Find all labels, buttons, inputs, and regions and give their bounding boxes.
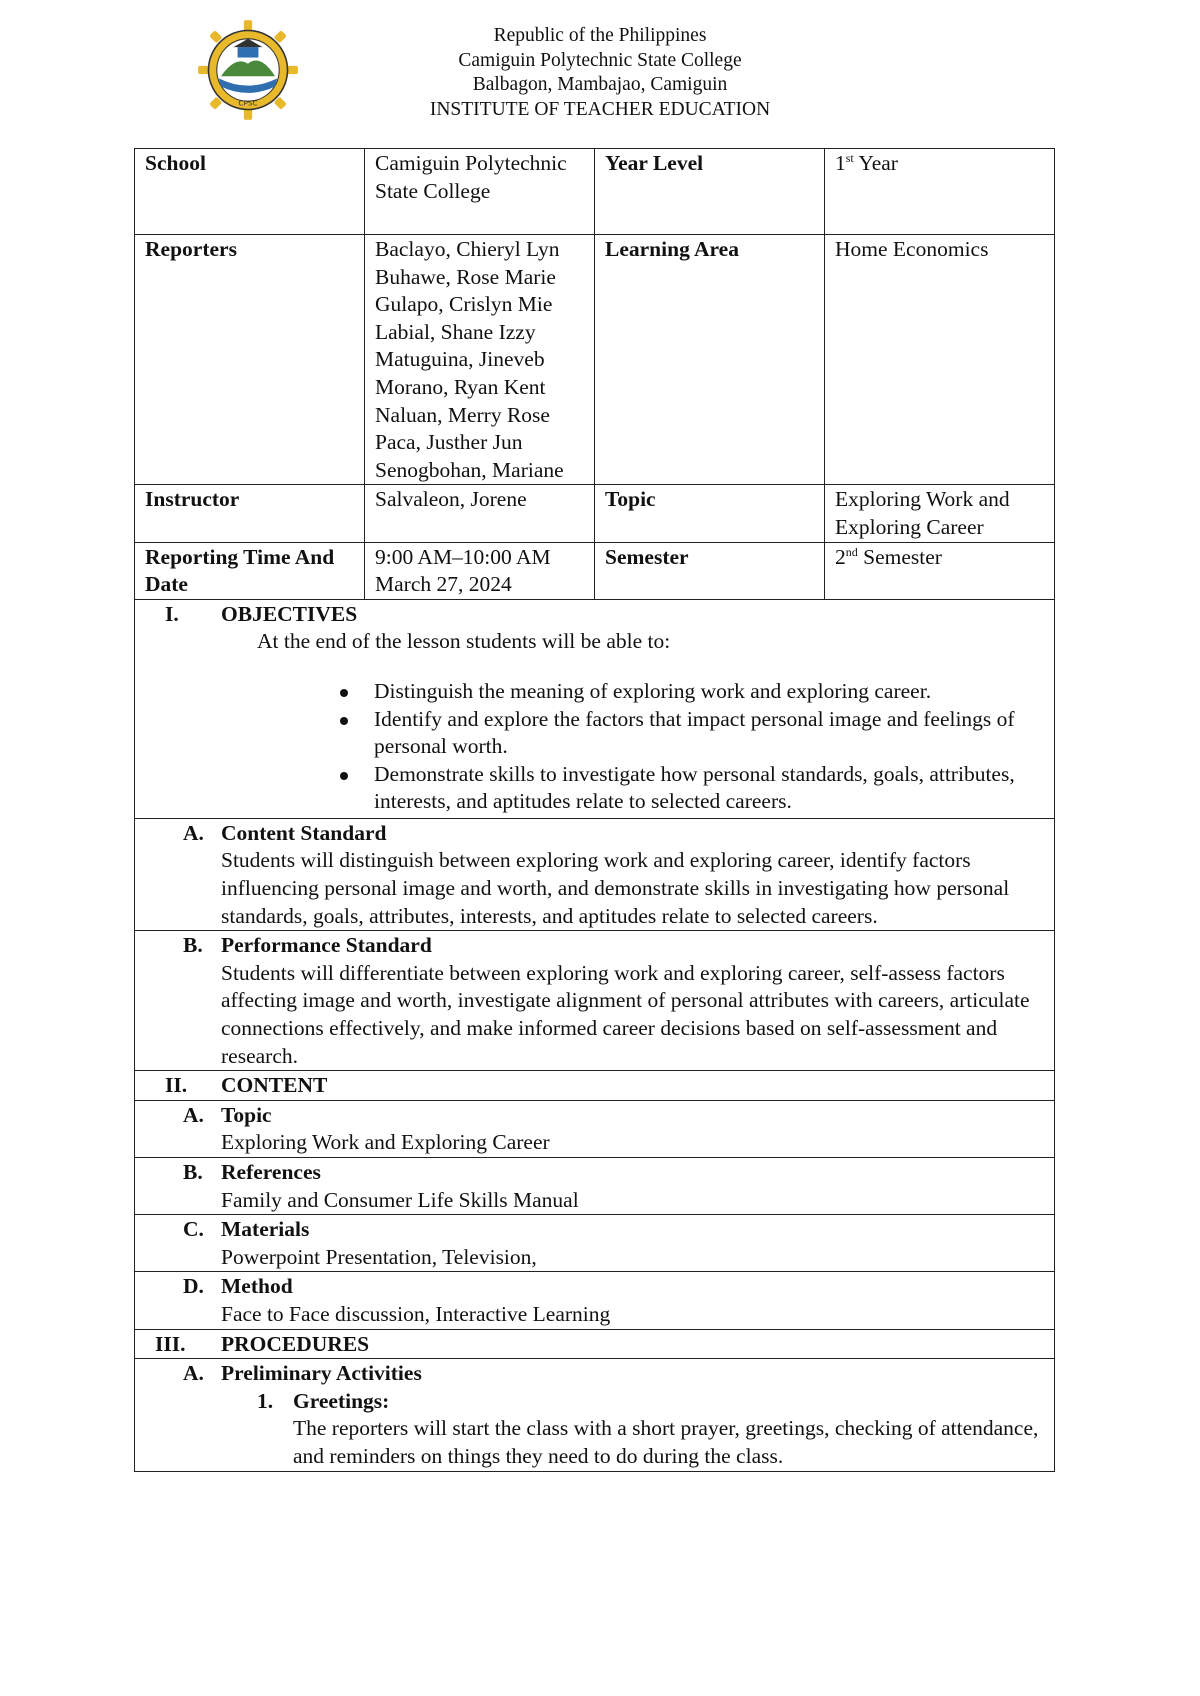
topic-label: Topic [595, 485, 825, 542]
school-label: School [135, 149, 365, 235]
preliminary-section: A. Preliminary Activities 1. Greetings: The reporters will start the class with a short prayer, greetings, checking of attendance, and reminders on things they need to do during the class. [135, 1359, 1055, 1471]
semester-label: Semester [595, 542, 825, 599]
row-preliminary [135, 1359, 1055, 1471]
reporter-name: Baclayo, Chieryl Lyn [375, 237, 560, 261]
content-standard-text: Students will distinguish between exploring work and exploring career, identify factors influencing personal image and worth, and demonstrate skills in investigating how personal standards, goals, attributes, interests, and aptitudes relate to selected careers. [221, 848, 1010, 928]
objective-item: Identify and explore the factors that impact personal image and feelings of personal worth. [374, 706, 1044, 761]
objectives-title: OBJECTIVES [221, 601, 358, 626]
content-standard-title: Content Standard [221, 820, 387, 845]
row-method [135, 1272, 1055, 1329]
reporter-name: Matuguina, Jineveb [375, 347, 545, 372]
performance-standard-text: Students will differentiate between exploring work and exploring career, self-assess factors affecting image and worth, investigate alignment of personal attributes with careers, articulate connections effectively, and make informed career decisions based on self-assessment and research. [221, 960, 1030, 1068]
year-level-value: 1st Year [825, 149, 1055, 235]
row-reporting-time [135, 542, 1055, 599]
content-method-text: Face to Face discussion, Interactive Learning [221, 1301, 611, 1326]
performance-standard-title: Performance Standard [221, 933, 432, 958]
row-reporters [135, 235, 1055, 485]
row-references [135, 1158, 1055, 1215]
topic-value: Exploring Work and Exploring Career [825, 485, 1055, 542]
content-references-title: References [221, 1160, 321, 1184]
objectives-list [145, 678, 1044, 816]
reporter-name: Buhawe, Rose Marie [375, 264, 556, 289]
content-materials-text: Powerpoint Presentation, Television, [221, 1244, 537, 1269]
row-materials [135, 1215, 1055, 1272]
content-topic-section: A. Topic Exploring Work and Exploring Career [135, 1100, 1055, 1157]
greetings-text: The reporters will start the class with a short prayer, greetings, checking of attendance, and reminders on things they need to do during the class. [293, 1416, 1039, 1468]
instructor-label: Instructor [135, 485, 365, 542]
row-content-standard [135, 818, 1055, 930]
content-method-title: Method [221, 1274, 293, 1299]
reporter-name: Naluan, Merry Rose [375, 402, 550, 427]
row-procedures-heading [135, 1329, 1055, 1359]
objective-item: Distinguish the meaning of exploring work and exploring career. [374, 678, 1044, 706]
content-materials-section: C. Materials Powerpoint Presentation, Television, [135, 1215, 1055, 1272]
procedures-title: PROCEDURES [221, 1331, 370, 1356]
objectives-numeral: I. [165, 601, 179, 626]
preliminary-title: Preliminary Activities [221, 1361, 422, 1386]
performance-standard-letter: B. [183, 933, 203, 958]
content-numeral: II. [165, 1073, 188, 1098]
objectives-intro: At the end of the lesson students will be able to: [257, 629, 671, 654]
reporting-time-label: Reporting Time And Date [135, 542, 365, 599]
reporters-list [365, 235, 595, 485]
row-content-heading [135, 1071, 1055, 1101]
content-title: CONTENT [221, 1073, 328, 1098]
content-materials-title: Materials [221, 1217, 310, 1242]
school-value: Camiguin Polytechnic State College [365, 149, 595, 235]
learning-area-value: Home Economics [825, 235, 1055, 485]
content-standard-section [135, 818, 1055, 930]
procedures-numeral: III. [155, 1331, 186, 1356]
row-school [135, 149, 1055, 235]
reporting-time-value [365, 542, 595, 599]
content-topic-title: Topic [221, 1102, 272, 1127]
reporter-name: Paca, Justher Jun [375, 430, 523, 455]
greetings-title: Greetings: [293, 1388, 390, 1413]
reporter-name: Senogbohan, Mariane [375, 457, 564, 482]
content-method-section: D. Method Face to Face discussion, Interactive Learning [135, 1272, 1055, 1329]
content-standard-letter: A. [183, 820, 204, 845]
letterhead [0, 24, 1200, 122]
learning-area-label: Learning Area [595, 235, 825, 485]
year-level-label: Year Level [595, 149, 825, 235]
letterhead-line-1: Republic of the Philippines [493, 25, 707, 46]
letterhead-line-4: INSTITUTE OF TEACHER EDUCATION [429, 98, 771, 120]
reporter-name: Morano, Ryan Kent [375, 374, 546, 399]
procedures-heading [135, 1329, 1055, 1359]
reporting-time: 9:00 AM–10:00 AM [375, 544, 551, 569]
reporter-name: Gulapo, Crislyn Mie [375, 292, 553, 317]
objectives-section [135, 599, 1055, 818]
objective-item: Demonstrate skills to investigate how personal standards, goals, attributes, interests, and aptitudes relate to selected careers. [374, 761, 1044, 816]
content-heading [135, 1071, 1055, 1101]
svg-text:CPSC: CPSC [238, 98, 258, 108]
lesson-plan-table [134, 148, 1055, 1472]
semester-value: 2nd Semester [825, 542, 1055, 599]
reporters-label: Reporters [135, 235, 365, 485]
content-references-text: Family and Consumer Life Skills Manual [221, 1187, 579, 1212]
letterhead-line-2: Camiguin Polytechnic State College [458, 49, 742, 71]
reporting-date: March 27, 2024 [375, 572, 512, 597]
letterhead-line-3: Balbagon, Mambajao, Camiguin [472, 74, 728, 95]
row-topic [135, 1100, 1055, 1157]
content-references-section: B. References Family and Consumer Life Skills Manual [135, 1158, 1055, 1215]
reporter-name: Labial, Shane Izzy [375, 319, 536, 344]
row-instructor [135, 485, 1055, 542]
row-performance-standard [135, 931, 1055, 1071]
content-topic-text: Exploring Work and Exploring Career [221, 1130, 550, 1155]
instructor-value: Salvaleon, Jorene [365, 485, 595, 542]
row-objectives [135, 599, 1055, 818]
performance-standard-section [135, 931, 1055, 1071]
